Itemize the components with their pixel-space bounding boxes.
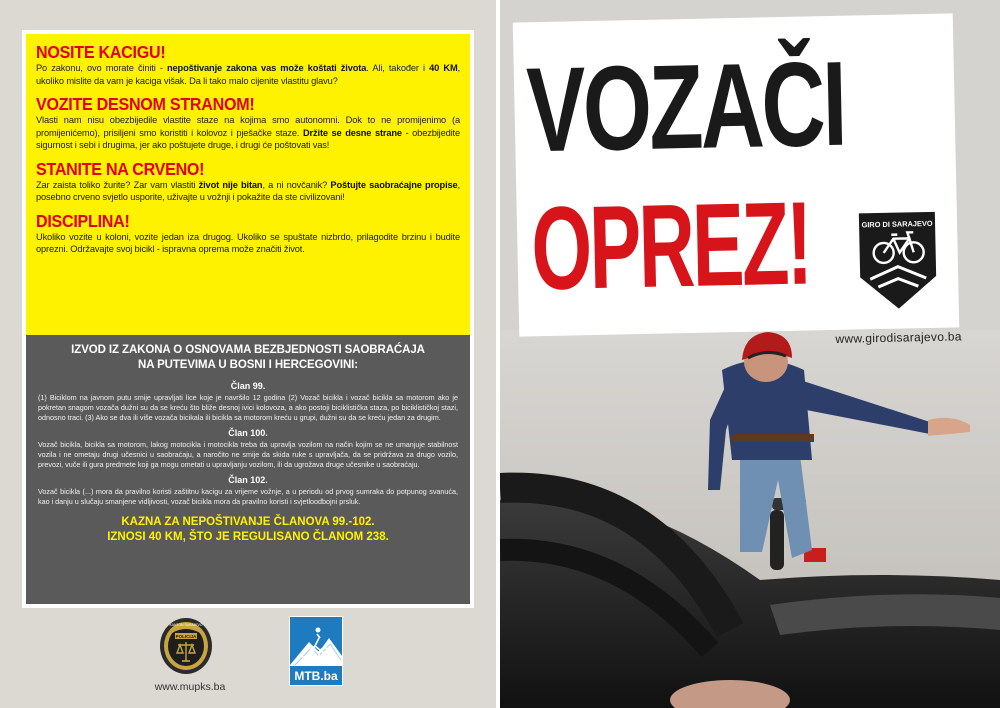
law-title-line1: IZVOD IZ ZAKONA O OSNOVAMA BEZBJEDNOSTI SAOBRAĆAJA	[71, 344, 425, 356]
cover-website-url[interactable]: www.girodisarajevo.ba	[835, 329, 962, 346]
body-text: , a ni novčanik?	[262, 179, 331, 190]
section-body	[36, 114, 460, 152]
fine-line2: IZNOSI 40 KM, ŠTO JE REGULISANO ČLANOM 238.	[107, 531, 389, 543]
info-panel	[22, 30, 474, 608]
police-mid-text: POLICIJA	[175, 634, 197, 639]
body-text: , posebno crveno svjetlo usporite, uživajte u vožnji i pokažite da ste civilizovani!	[36, 179, 460, 202]
article-text: Vozač bicikla (...) mora da pravilno koristi zaštitnu kacigu za vrijeme vožnje, a u periodu od prvog sumraka do potpunog svanuća, kao i danju u slučaju smanjene vidljivosti, vozač bicikla mora da pravilno koristi i svjetloodbojni prsluk.	[38, 487, 458, 506]
fine-notice	[38, 515, 458, 545]
cover-title-line1: VOZAČI	[525, 36, 846, 178]
body-text: Vlasti nam nisu obezbijedile vlastite staze na kojima smo autonomni. Dok to ne promijenimo (a promijenićemo), prisiljeni smo koristiti i kolovoz i pješačke staze.	[36, 115, 460, 138]
body-text: Po zakonu, ovo morate činiti -	[36, 63, 167, 73]
cover-title-card	[513, 13, 962, 346]
police-url[interactable]: www.mupks.ba	[154, 681, 226, 693]
fine-line1: KAZNA ZA NEPOŠTIVANJE ČLANOVA 99.-102.	[121, 516, 375, 528]
law-title-line2: NA PUTEVIMA U BOSNI I HERCEGOVINI:	[137, 359, 358, 371]
body-text: Ukoliko vozite u koloni, vozite jedan iza drugog. Ukoliko se spuštate nizbrdo, prilagodite brzinu i budite oprezni. Održavajte svoj bicikl - ispravna oprema može značiti život.	[36, 231, 460, 254]
giro-di-sarajevo-badge	[853, 204, 943, 316]
mtb-logo	[289, 616, 343, 686]
body-text: , ukoliko mislite da vam je kaciga višak. Da li tako malo cijenite vlastitu glavu?	[36, 63, 460, 86]
section-body	[36, 62, 460, 87]
police-top-text: KANTON SARAJEVO	[169, 623, 203, 627]
badge-text: GIRO DI SARAJEVO	[861, 218, 933, 230]
safety-tips-box	[26, 34, 470, 335]
article-title: Član 102.	[228, 475, 268, 485]
law-articles	[38, 381, 458, 507]
bold-text: život nije bitan	[198, 179, 263, 190]
article-title: Član 99.	[230, 381, 266, 391]
police-emblem-logo	[158, 615, 214, 675]
section-heading: VOZITE DESNOM STRANOM!	[36, 94, 255, 114]
law-title	[38, 343, 458, 373]
section-body	[36, 179, 460, 204]
body-text: - obezbijedite sigurnost i sebi i drugima, jer ako poštujete druge, i drugi će poštovati vas!	[36, 127, 460, 150]
body-text: . Ali, također i	[366, 63, 430, 73]
bold-text: nepoštivanje zakona vas može koštati života	[167, 63, 367, 73]
section-heading: DISCIPLINA!	[36, 210, 130, 231]
section-heading: STANITE NA CRVENO!	[36, 158, 205, 179]
article-text: Vozač bicikla, bicikla sa motorom, lakog motocikla i motocikla treba da upravlja vozilom na način kojim se ne umanjuje stabilnost vozila i ne ometaju drugi učesnici u saobraćaju, a naročito ne smije da skida ruke s upravljača, da se pridržava za drugo vozilo, prevozi, vuče ili gura predmete koji ga mogu ometati u upravljanju vozilom, ili da ugrožava druge učesnike u saobraćaju.	[38, 440, 458, 469]
article-title: Član 100.	[228, 428, 268, 438]
left-page	[0, 0, 496, 708]
section-heading: NOSITE KACIGU!	[36, 42, 166, 62]
mtb-text: MTB.ba	[294, 669, 338, 683]
cover-title-line2: OPREZ!	[530, 177, 812, 316]
body-text: Zar zaista toliko žurite? Zar vam vlastiti	[36, 179, 199, 190]
section-body	[36, 231, 460, 256]
bold-text: Poštujte saobraćajne propise	[330, 179, 458, 190]
bold-text: 40 KM	[429, 63, 458, 73]
article-text: (1) Biciklom na javnom putu smije upravljati lice koje je navršilo 12 godina (2) Vozač bicikla i vozač bicikla sa motorom ako je pokretan snagom vozača dužni su da se kreću što bliže desnoj ivici kolovoza, a ako postoji biciklistička staza, po biciklističkoj stazi, odnosno traci. (3) Ako se dva ili više vozača bicikala ili bicikla sa motorom kreću u grupi, dužni su da se kreću jedan za drugim.	[38, 393, 458, 422]
right-page	[500, 0, 1000, 708]
law-excerpt-box	[26, 335, 470, 604]
bold-text: Držite se desne strane	[302, 127, 402, 138]
cyclist-photo	[500, 330, 1000, 708]
